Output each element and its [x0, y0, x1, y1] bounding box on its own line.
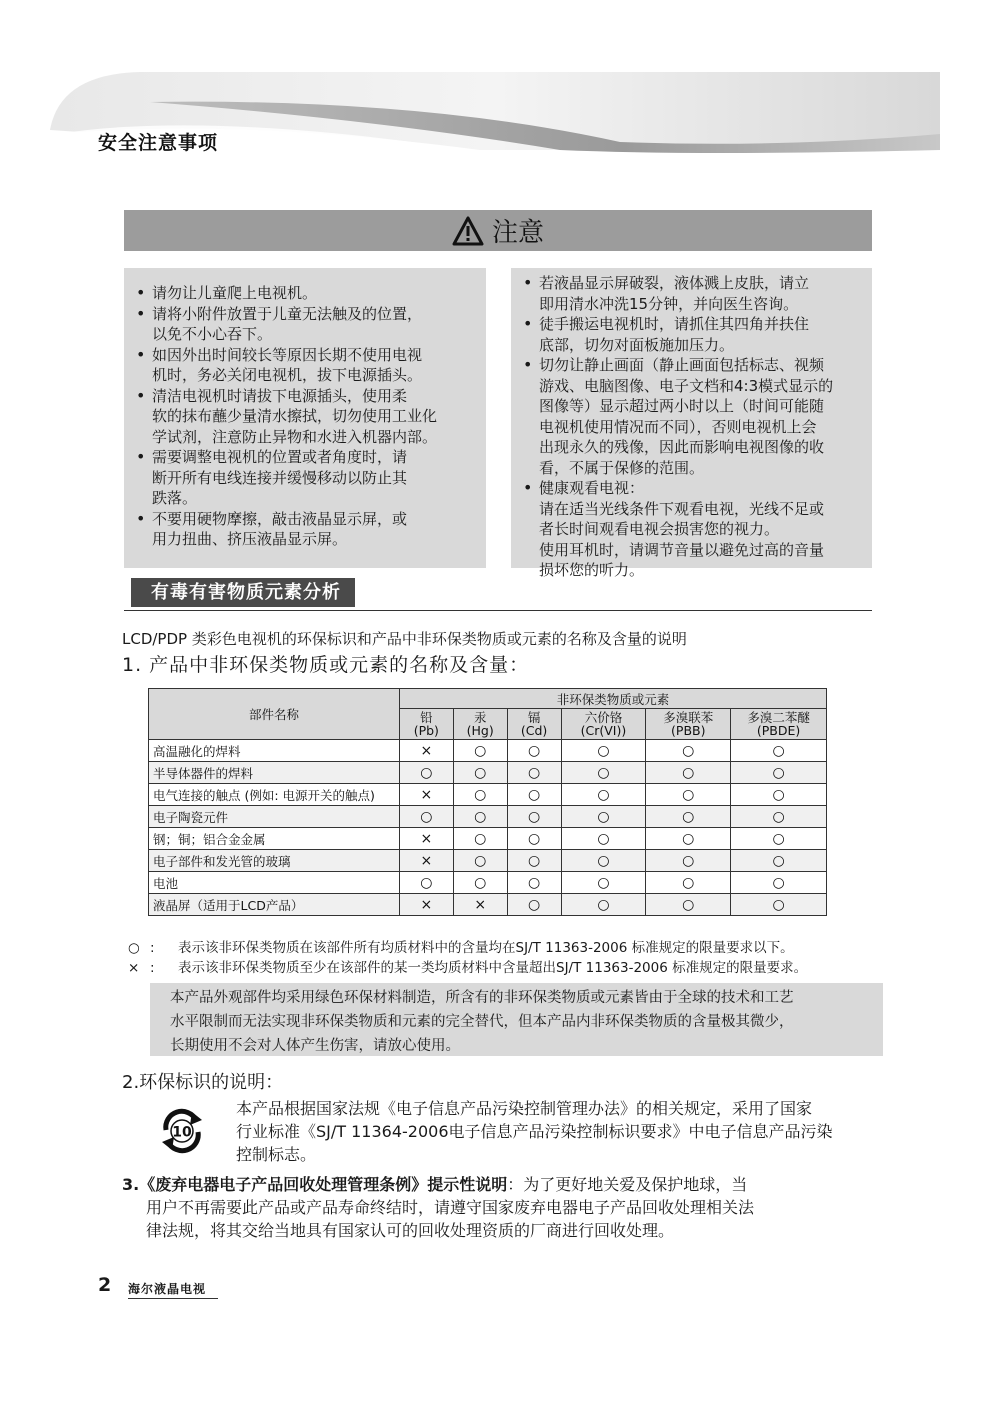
table-cell-mark: × — [399, 740, 453, 762]
table-row — [149, 740, 827, 762]
table-cell-part: 液晶屏（适用于LCD产品） — [149, 894, 400, 916]
table-cell-mark: ○ — [731, 806, 827, 828]
table-cell-mark: ○ — [731, 762, 827, 784]
table-cell-mark: ○ — [646, 894, 731, 916]
section2-body: 本产品根据国家法规《电子信息产品污染控制管理办法》的相关规定，采用了国家 行业标准《SJ/T 11364-2006电子信息产品污染控制标识要求》中电子信息产品污染 控制标志。 — [236, 1099, 833, 1164]
list-item: • 健康观看电视： 请在适当光线条件下观看电视，光线不足或 者长时间观看电视会损害您的视力。 使用耳机时，请调节音量以避免过高的音量 损坏您的听力。 — [521, 478, 866, 581]
table-cell-part: 钢；铜；铝合金金属 — [149, 828, 400, 850]
table-row — [149, 762, 827, 784]
section3-body: 3.《废弃电器电子产品回收处理管理条例》提示性说明：为了更好地关爱及保护地球，当 用户不再需要此产品或产品寿命终结时，请遵守国家废弃电器电子产品回收处理相关法 律法规，将其交给当地具有国家认可的回收处理资质的厂商进行回收处理。 — [122, 1175, 755, 1240]
table-cell-mark: ○ — [561, 872, 646, 894]
caution-right-box — [511, 268, 872, 579]
page-number: 2 — [98, 1274, 112, 1296]
legend-row-compliant: ○ : 表示该非环保类物质在该部件所有均质材料中的含量均在SJ/T 11363-2006 标准规定的限量要求以下。 — [128, 940, 794, 956]
table-row — [149, 850, 827, 872]
table-cell-mark: ○ — [453, 872, 507, 894]
table-cell-mark: ○ — [453, 762, 507, 784]
section3-title: 《废弃电器电子产品回收处理管理条例》提示性说明 — [139, 1175, 508, 1194]
list-item: • 切勿让静止画面（静止画面包括标志、视频 游戏、电脑图像、电子文档和4:3模式显示的 图像等）显示超过两小时以上（时间可能随 电视机使用情况而不同），否则电视机上会 出现永久的残像，因此而影响电视图像的收 看，不属于保修的范围。 — [521, 355, 866, 478]
footer-brand-text: 海尔液晶电视 — [128, 1282, 207, 1296]
table-cell-mark: ○ — [507, 850, 561, 872]
list-item: • 如因外出时间较长等原因长期不使用电视 机时，务必关闭电视机，拔下电源插头。 — [134, 345, 480, 386]
table-cell-mark: ○ — [561, 828, 646, 850]
table-header-cr: 六价铬 (Cr(VI)) — [561, 709, 646, 740]
table-header-pb: 铅 (Pb) — [399, 709, 453, 740]
table-header-cd: 镉 (Cd) — [507, 709, 561, 740]
table-cell-mark: ○ — [561, 894, 646, 916]
table-row — [149, 806, 827, 828]
table-cell-mark: ○ — [646, 850, 731, 872]
table-cell-mark: ○ — [731, 740, 827, 762]
table-cell-mark: ○ — [507, 762, 561, 784]
table-cell-mark: ○ — [646, 784, 731, 806]
table-cell-mark: × — [399, 850, 453, 872]
table-cell-mark: ○ — [453, 806, 507, 828]
table-row — [149, 894, 827, 916]
table-cell-mark: ○ — [507, 806, 561, 828]
caution-left-box — [124, 268, 486, 568]
table-cell-part: 电池 — [149, 872, 400, 894]
table-header-hg: 汞 (Hg) — [453, 709, 507, 740]
table-cell-mark: ○ — [507, 872, 561, 894]
table-cell-mark: × — [399, 784, 453, 806]
intro-text: LCD/PDP 类彩色电视机的环保标识和产品中非环保类物质或元素的名称及含量的说明 — [122, 630, 687, 648]
list-item: • 若液晶显示屏破裂，液体溅上皮肤，请立 即用清水冲洗15分钟，并向医生咨询。 — [521, 273, 866, 314]
table-cell-mark: ○ — [453, 850, 507, 872]
table-cell-mark: ○ — [507, 784, 561, 806]
list-item: • 徒手搬运电视机时，请抓住其四角并扶住 底部，切勿对面板施加压力。 — [521, 314, 866, 355]
svg-text:10: 10 — [172, 1124, 192, 1141]
table-cell-mark: × — [453, 894, 507, 916]
hazard-section-heading: 有毒有害物质元素分析 — [131, 578, 355, 607]
section1-title: 1. 产品中非环保类物质或元素的名称及含量： — [122, 654, 530, 676]
table-row — [149, 872, 827, 894]
table-cell-mark: ○ — [646, 806, 731, 828]
table-cell-mark: ○ — [399, 762, 453, 784]
table-cell-mark: ○ — [561, 784, 646, 806]
table-cell-mark: ○ — [453, 740, 507, 762]
table-cell-mark: ○ — [507, 740, 561, 762]
table-cell-mark: ○ — [399, 806, 453, 828]
table-cell-mark: ○ — [731, 894, 827, 916]
table-header-pbb: 多溴联苯 (PBB) — [646, 709, 731, 740]
list-item: • 清洁电视机时请拔下电源插头，使用柔 软的抹布蘸少量清水擦拭，切勿使用工业化 学试剂，注意防止异物和水进入机器内部。 — [134, 386, 480, 448]
caution-right-list — [521, 273, 866, 581]
table-cell-mark: ○ — [731, 784, 827, 806]
table-cell-mark: ○ — [561, 762, 646, 784]
table-cell-mark: ○ — [453, 784, 507, 806]
table-cell-mark: ○ — [507, 828, 561, 850]
table-cell-mark: ○ — [561, 740, 646, 762]
warning-icon — [452, 216, 484, 246]
substance-table — [148, 688, 827, 916]
table-cell-part: 半导体器件的焊料 — [149, 762, 400, 784]
table-header-group: 非环保类物质或元素 — [399, 689, 826, 709]
table-cell-mark: × — [399, 828, 453, 850]
table-cell-mark: ○ — [646, 740, 731, 762]
table-row — [149, 784, 827, 806]
table-cell-mark: ○ — [646, 872, 731, 894]
table-row — [149, 828, 827, 850]
eco-recycle-logo-icon — [156, 1106, 208, 1156]
section-divider — [124, 610, 872, 611]
table-cell-mark: ○ — [453, 828, 507, 850]
table-cell-mark: × — [399, 894, 453, 916]
table-header-part: 部件名称 — [149, 689, 400, 740]
caution-left-list — [134, 283, 480, 550]
caution-title: 注意 — [491, 218, 544, 248]
page-title: 安全注意事项 — [98, 132, 219, 154]
legend-row-exceeds: × : 表示该非环保类物质至少在该部件的某一类均质材料中含量超出SJ/T 11363-2006 标准规定的限量要求。 — [128, 960, 808, 976]
table-cell-mark: ○ — [399, 872, 453, 894]
table-header-pbde: 多溴二苯醚 (PBDE) — [731, 709, 827, 740]
table-cell-part: 电子陶瓷元件 — [149, 806, 400, 828]
table-cell-mark: ○ — [507, 894, 561, 916]
table-cell-mark: ○ — [731, 828, 827, 850]
caution-banner — [124, 210, 872, 251]
table-cell-mark: ○ — [561, 850, 646, 872]
list-item: • 不要用硬物摩擦，敲击液晶显示屏，或 用力扭曲、挤压液晶显示屏。 — [134, 509, 480, 550]
footer-underline — [128, 1298, 218, 1299]
table-cell-part: 高温融化的焊料 — [149, 740, 400, 762]
list-item: • 请将小附件放置于儿童无法触及的位置， 以免不小心吞下。 — [134, 304, 480, 345]
eco-note-box: 本产品外观部件均采用绿色环保材料制造，所含有的非环保类物质或元素皆由于全球的技术和工艺 水平限制而无法实现非环保类物质和元素的完全替代，但本产品内非环保类物质的含量极其微少， 长期使用不会对人体产生伤害，请放心使用。 — [150, 983, 883, 1056]
section2-title: 2.环保标识的说明： — [122, 1072, 284, 1093]
table-cell-mark: ○ — [731, 872, 827, 894]
table-cell-mark: ○ — [561, 806, 646, 828]
table-cell-mark: ○ — [646, 762, 731, 784]
table-cell-mark: ○ — [646, 828, 731, 850]
table-cell-part: 电气连接的触点 (例如: 电源开关的触点) — [149, 784, 400, 806]
table-cell-part: 电子部件和发光管的玻璃 — [149, 850, 400, 872]
table-cell-mark: ○ — [731, 850, 827, 872]
list-item: • 请勿让儿童爬上电视机。 — [134, 283, 480, 304]
list-item: • 需要调整电视机的位置或者角度时，请 断开所有电线连接并缓慢移动以防止其 跌落。 — [134, 447, 480, 509]
